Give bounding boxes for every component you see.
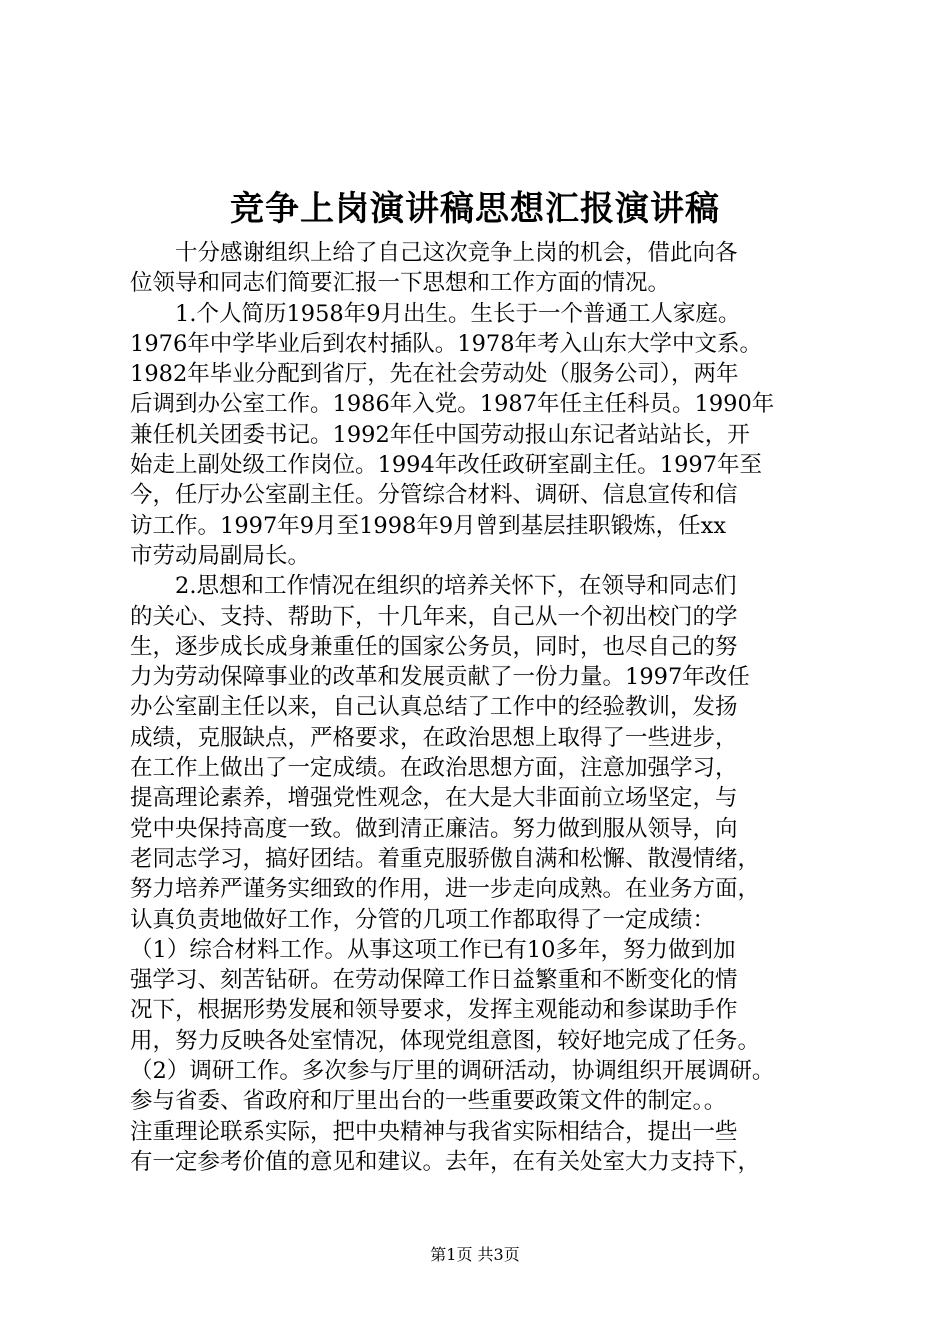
text-line: 1982年毕业分配到省厅，先在社会劳动处（服务公司），两年	[130, 361, 739, 388]
text-line: 强学习、刻苦钻研。在劳动保障工作日益繁重和不断变化的情	[130, 967, 738, 994]
text-line: （2）调研工作。多次参与厅里的调研活动，协调组织开展调研。	[130, 1058, 775, 1085]
text-line: 的关心、支持、帮助下，十几年来，自己从一个初出校门的学	[130, 603, 738, 630]
text-line: 努力培养严谨务实细致的作用，进一步走向成熟。在业务方面，	[130, 876, 761, 903]
text-line: 1976年中学毕业后到农村插队。1978年考入山东大学中文系。	[130, 330, 763, 357]
text-line: 力为劳动保障事业的改革和发展贡献了一份力量。1997年改任	[130, 664, 750, 691]
text-line: 成绩，克服缺点，严格要求，在政治思想上取得了一些进步，	[130, 724, 738, 751]
text-line: 注重理论联系实际，把中央精神与我省实际相结合，提出一些	[130, 1118, 738, 1145]
text-line: 兼任机关团委书记。1992年任中国劳动报山东记者站站长，开	[130, 421, 750, 448]
page-number-footer: 第1页 共3页	[430, 1245, 520, 1264]
text-line: 有一定参考价值的意见和建议。去年，在有关处室大力支持下，	[130, 1148, 761, 1175]
text-line: 提高理论素养，增强党性观念，在大是大非面前立场坚定，与	[130, 785, 738, 812]
text-line: 用，努力反映各处室情况，体现党组意图，较好地完成了任务。	[130, 1027, 761, 1054]
text-line: （1）综合材料工作。从事这项工作已有10多年，努力做到加	[130, 936, 736, 963]
text-line: 访工作。1997年9月至1998年9月曾到基层挂职锻炼，任xx	[130, 512, 727, 539]
text-line: 老同志学习，搞好团结。着重克服骄傲自满和松懈、散漫情绪，	[130, 845, 761, 872]
text-line: 十分感谢组织上给了自己这次竞争上岗的机会，借此向各	[175, 240, 738, 266]
text-line: 党中央保持高度一致。做到清正廉洁。努力做到服从领导，向	[130, 815, 738, 842]
document-title: 竞争上岗演讲稿思想汇报演讲稿	[230, 189, 720, 229]
text-line: 在工作上做出了一定成绩。在政治思想方面，注意加强学习，	[130, 755, 738, 782]
text-line: 况下，根据形势发展和领导要求，发挥主观能动和参谋助手作	[130, 997, 738, 1024]
text-line: 始走上副处级工作岗位。1994年改任政研室副主任。1997年至	[130, 452, 763, 479]
document-body	[130, 238, 850, 1177]
text-line: 市劳动局副局长。	[130, 542, 311, 569]
text-line: 后调到办公室工作。1986年入党。1987年任主任科员。1990年	[130, 391, 775, 418]
text-line: 今，任厅办公室副主任。分管综合材料、调研、信息宣传和信	[130, 482, 738, 509]
text-line: 2.思想和工作情况在组织的培养关怀下，在领导和同志们	[175, 573, 737, 600]
text-line: 参与省委、省政府和厅里出台的一些重要政策文件的制定。。	[130, 1088, 727, 1115]
text-line: 1.个人简历1958年9月出生。生长于一个普通工人家庭。	[175, 300, 741, 327]
text-line: 办公室副主任以来，自己认真总结了工作中的经验教训，发扬	[130, 694, 738, 721]
text-line: 位领导和同志们简要汇报一下思想和工作方面的情况。	[130, 270, 671, 297]
text-line: 认真负责地做好工作，分管的几项工作都取得了一定成绩：	[130, 906, 716, 933]
text-line: 生，逐步成长成身兼重任的国家公务员，同时，也尽自己的努	[130, 633, 738, 660]
